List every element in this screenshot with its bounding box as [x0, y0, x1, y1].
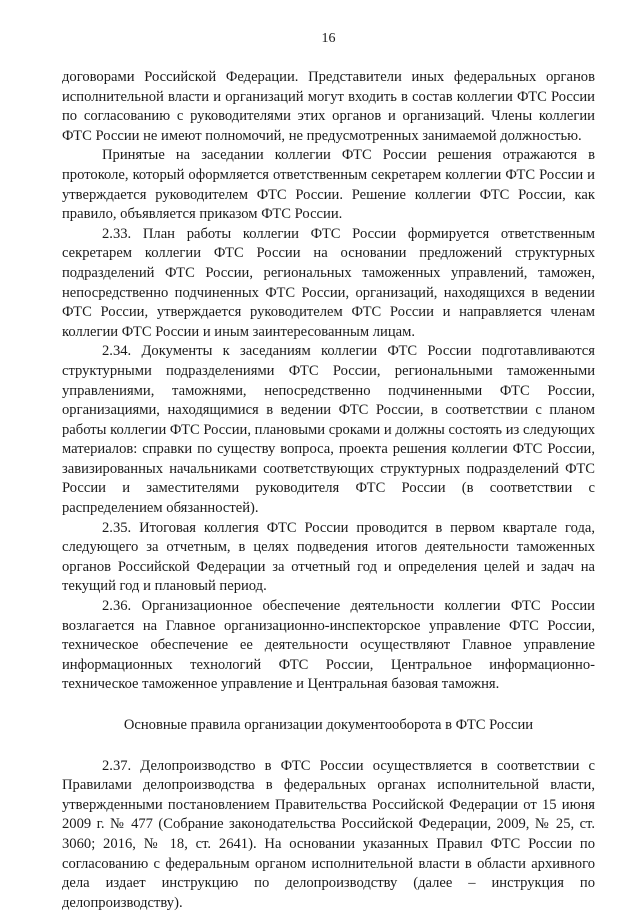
document-page — [62, 30, 595, 913]
paragraph-2-33: 2.33. План работы коллегии ФТС России формируется ответственным секретарем коллегии ФТС России на основании предложений структурных подразделений ФТС России, региональных таможенных управлений, таможен, непосредственно подчиненных ФТС России, организаций, находящихся в ведении ФТС России, утверждается руководителем ФТС России и направляется членам коллегии ФТС России и иным заинтересованным лицам. — [62, 225, 595, 340]
paragraph-collegium-decisions: Принятые на заседании коллегии ФТС России решения отражаются в протоколе, который оформляется ответственным секретарем коллегии ФТС России и утверждается руководителем ФТС России. Решение коллегии ФТС России, как правило, объявляется приказом ФТС России. — [62, 147, 595, 223]
paragraph-2-35: 2.35. Итоговая коллегия ФТС России проводится в первом квартале года, следующего за отчетным, в целях подведения итогов деятельности таможенных органов Российской Федерации за отчетный год и определения целей и задач на текущий год и плановый период. — [62, 519, 595, 595]
page-number: 16 — [321, 31, 336, 46]
paragraph-continuation: договорами Российской Федерации. Представители иных федеральных органов исполнительной власти и организаций могут входить в состав коллегии ФТС России по согласованию с руководителями этих органов и организаций. Члены коллегии ФТС России не имеют полномочий, не предусмотренных занимаемой должностью. — [62, 69, 595, 144]
section-heading: Основные правила организации документооборота в ФТС России — [123, 717, 534, 733]
paragraph-2-34: 2.34. Документы к заседаниям коллегии ФТС России подготавливаются структурными подразделениями ФТС России, региональными таможенными управлениями, таможнями, непосредственно подчиненными ФТС России, организациями, находящимися в ведении ФТС России, в соответствии с планом работы коллегии ФТС России, плановыми сроками и должны состоять из следующих материалов: справки по существу вопроса, проекта решения коллегии ФТС России, завизированных начальниками соответствующих структурных подразделений ФТС России и заместителями руководителя ФТС России (в соответствии с распределением обязанностей). — [62, 343, 595, 517]
paragraph-2-37: 2.37. Делопроизводство в ФТС России осуществляется в соответствии с Правилами делопроизводства в федеральных органах исполнительной власти, утвержденными постановлением Правительства Российской Федерации от 15 июня 2009 г. № 477 (Собрание законодательства Российской Федерации, 2009, № 25, ст. 3060; 2016, № 18, ст. 2641). На основании указанных Правил ФТС России по согласованию с федеральным органом исполнительной власти в области архивного дела издает инструкцию по делопроизводству (далее – инструкция по делопроизводству). — [62, 757, 595, 911]
paragraph-2-36: 2.36. Организационное обеспечение деятельности коллегии ФТС России возлагается на Главное организационно-инспекторское управление ФТС России, техническое обеспечение ее деятельности осуществляют Главное управление информационных технологий ФТС России, Центральное информационно-техническое таможенное управление и Центральная базовая таможня. — [62, 598, 595, 693]
